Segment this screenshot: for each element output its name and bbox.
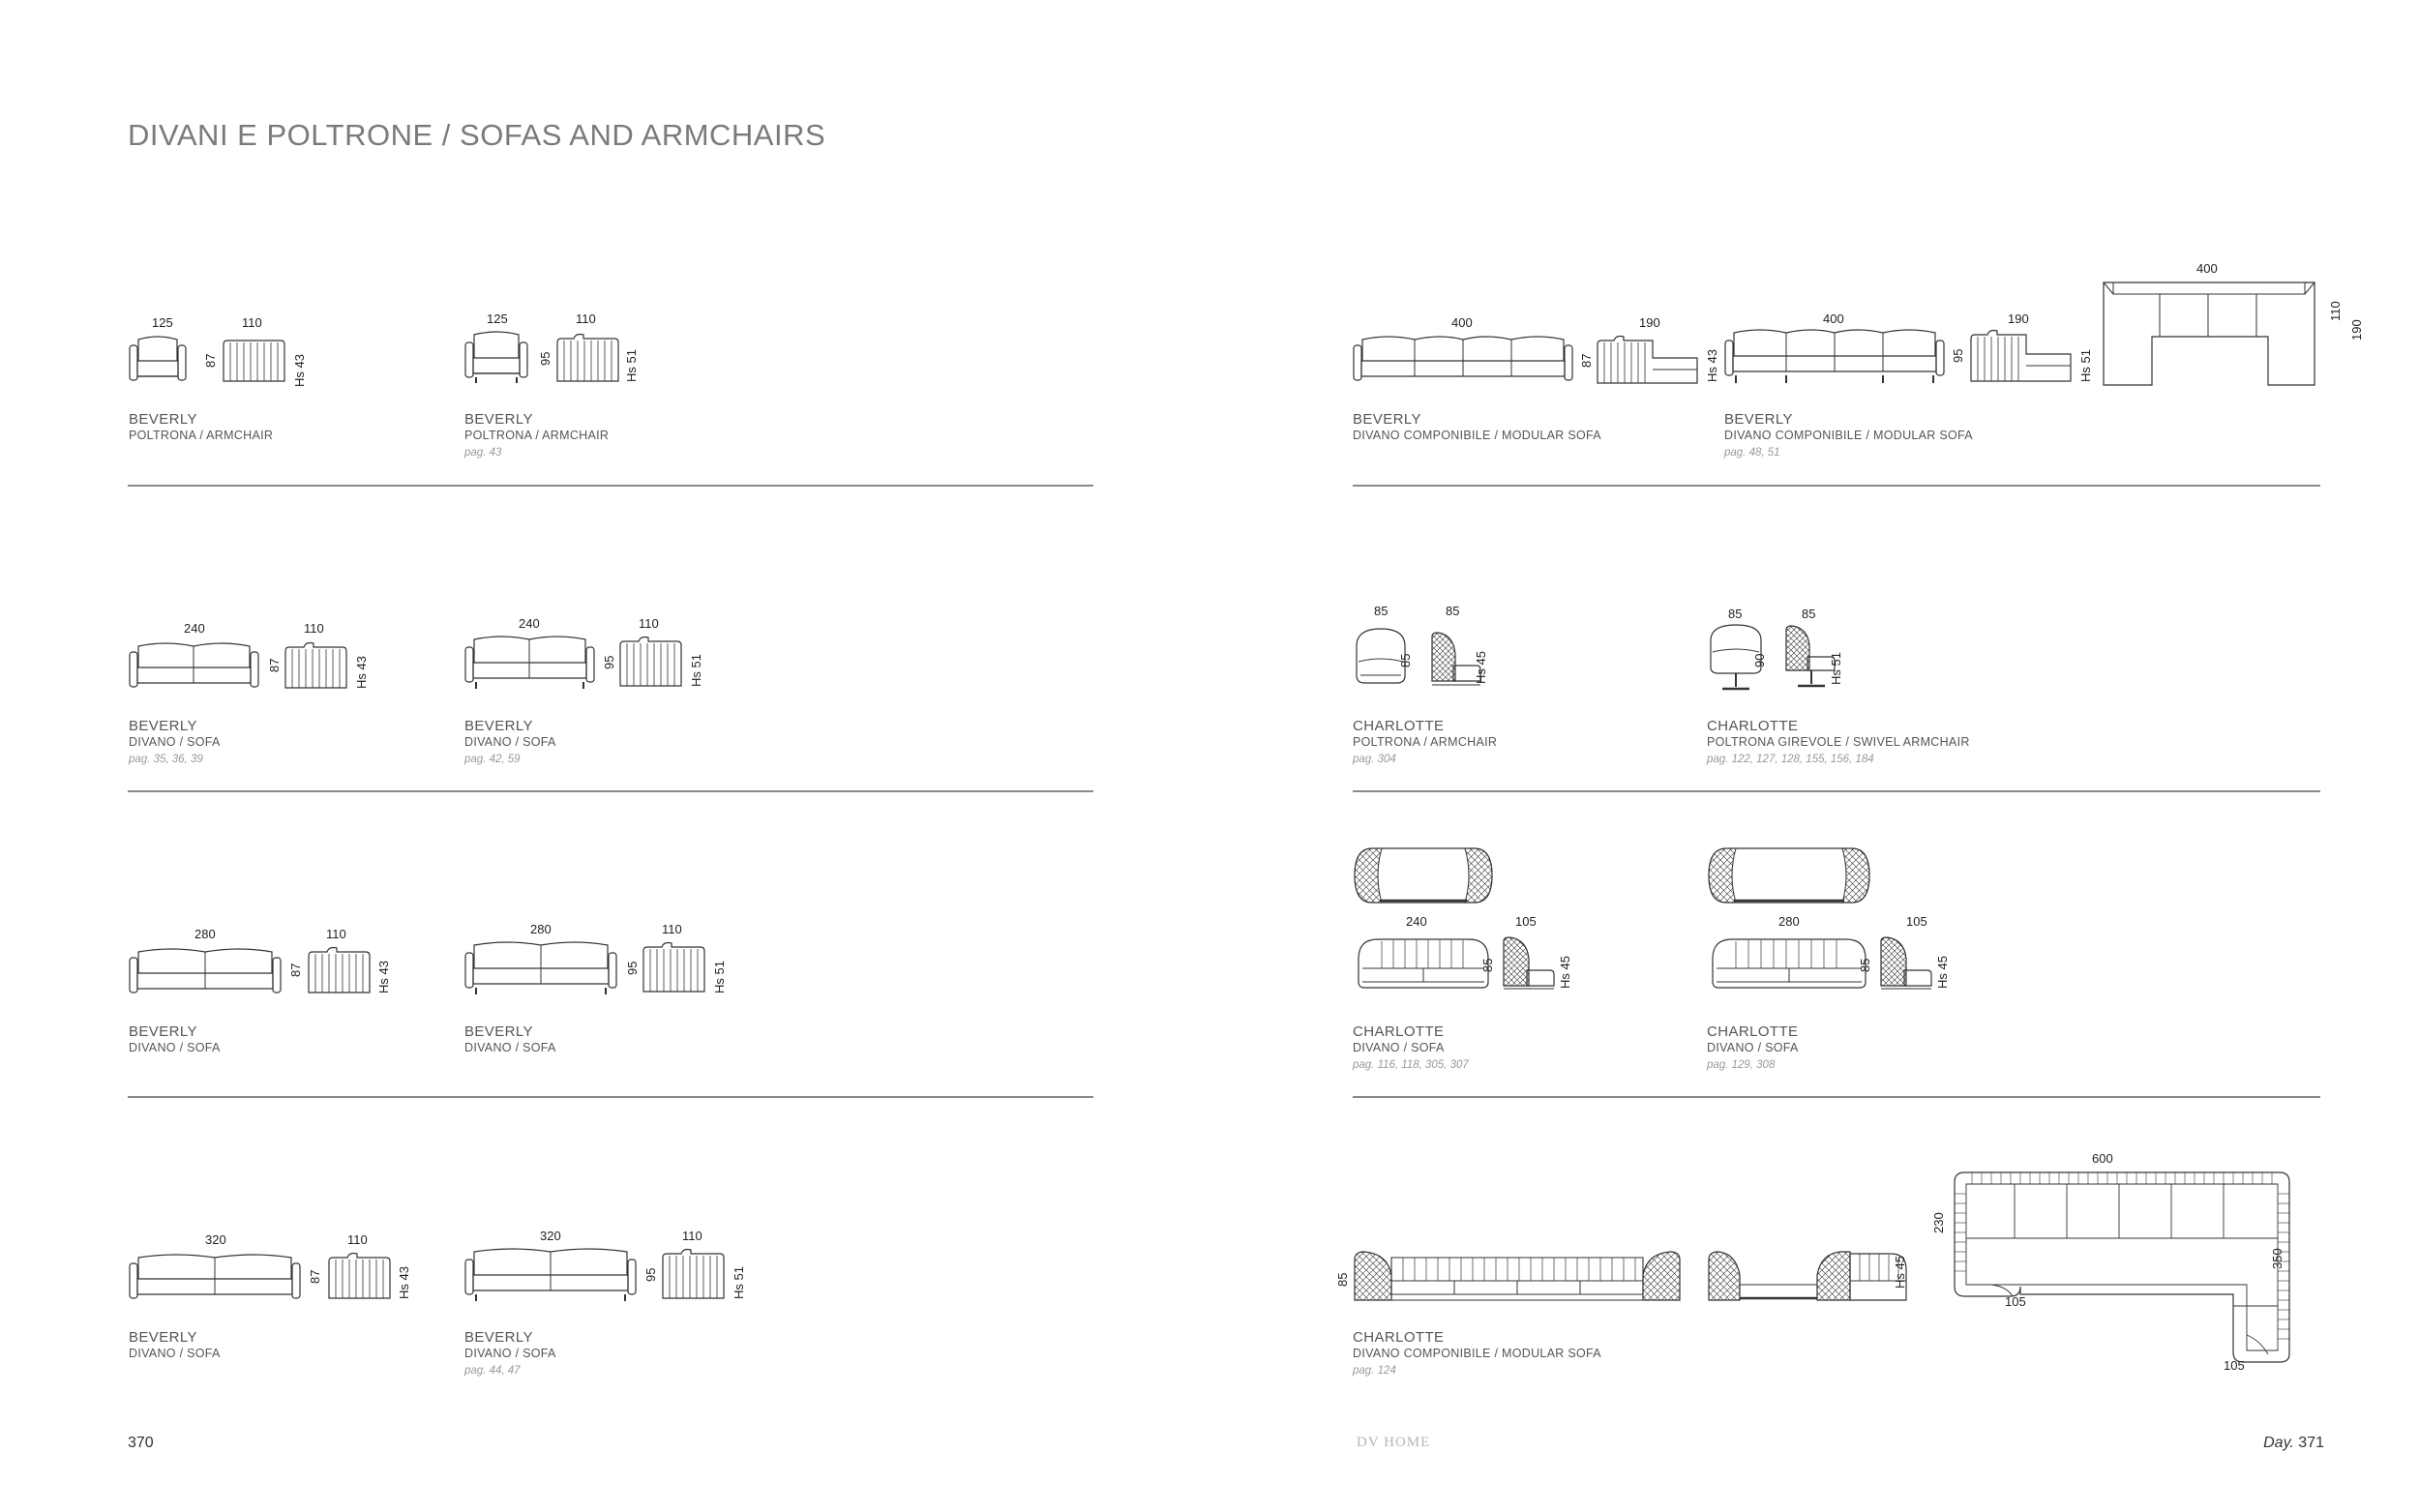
dim-seat-height: Hs 45 (1558, 956, 1572, 989)
product-type: DIVANO / SOFA (464, 1347, 556, 1360)
product-name: BEVERLY (464, 718, 533, 734)
product-name: BEVERLY (129, 1329, 197, 1346)
dim-height: 95 (602, 655, 616, 669)
dim-width: 400 (1451, 315, 1473, 330)
dim-depth: 190 (1639, 315, 1660, 330)
product-pages: pag. 44, 47 (464, 1365, 521, 1377)
product-type: POLTRONA / ARMCHAIR (129, 429, 274, 442)
dim-depth: 105 (1515, 914, 1537, 929)
modular-sofa-front-drawing (1353, 1250, 1682, 1304)
dim-width: 85 (1728, 607, 1743, 621)
dim-height: 90 (1752, 653, 1767, 667)
product-pages: pag. 304 (1353, 754, 1396, 765)
dim-top-width: 600 (2092, 1151, 2113, 1166)
right-page-number: 371 (2298, 1435, 2324, 1451)
product-type: DIVANO / SOFA (464, 735, 556, 749)
product-name: BEVERLY (129, 1023, 197, 1040)
product-type: DIVANO / SOFA (1353, 1041, 1445, 1054)
armchair-front-drawing (129, 332, 187, 384)
dim-seat-height: Hs 51 (732, 1266, 746, 1299)
sofa-side-drawing (306, 946, 372, 994)
dim-width: 125 (152, 315, 173, 330)
dim-height: 85 (1858, 958, 1872, 972)
dim-seat-height: Hs 51 (624, 349, 639, 382)
dim-seat-height: Hs 45 (1935, 956, 1950, 989)
dim-width: 85 (1374, 604, 1389, 618)
dim-height: 95 (643, 1267, 658, 1282)
armchair-side-drawing (221, 339, 286, 383)
dim-width: 240 (184, 621, 205, 636)
dim-width: 320 (540, 1229, 561, 1243)
modular-sofa-side-drawing (1707, 1250, 1910, 1304)
dim-width: 240 (519, 616, 540, 631)
dim-top-width: 400 (2196, 261, 2218, 276)
modular-sofa-side-drawing (1968, 329, 2075, 383)
dim-depth: 105 (1906, 914, 1927, 929)
product-name: BEVERLY (129, 411, 197, 428)
product-pages: pag. 116, 118, 305, 307 (1353, 1059, 1469, 1071)
sofa-front-drawing (1707, 934, 1871, 992)
product-name: BEVERLY (464, 1023, 533, 1040)
dim-width: 125 (487, 311, 508, 326)
product-name: CHARLOTTE (1353, 718, 1445, 734)
dim-width: 320 (205, 1232, 226, 1247)
product-type: DIVANO COMPONIBILE / MODULAR SOFA (1353, 429, 1601, 442)
dim-top-depth: 230 (1931, 1212, 1946, 1233)
dim-height: 95 (538, 351, 552, 366)
dim-height: 85 (1335, 1272, 1350, 1287)
page-number-left: 370 (128, 1435, 154, 1451)
product-name: CHARLOTTE (1353, 1329, 1445, 1346)
sofa-top-drawing (1707, 846, 1871, 904)
modular-sofa-top-drawing (1953, 1171, 2291, 1364)
dim-seat-height: Hs 45 (1474, 651, 1488, 684)
armchair-front-drawing (464, 329, 528, 385)
dim-seat-height: Hs 51 (689, 654, 703, 687)
dim-seat-height: Hs 45 (1893, 1256, 1907, 1289)
divider-right-1 (1353, 485, 2320, 487)
dim-seat-height: Hs 43 (354, 656, 369, 689)
product-type: POLTRONA GIREVOLE / SWIVEL ARMCHAIR (1707, 735, 1970, 749)
sofa-side-drawing (660, 1248, 726, 1300)
product-pages: pag. 42, 59 (464, 754, 521, 765)
product-name: BEVERLY (464, 411, 533, 428)
divider-right-2 (1353, 790, 2320, 792)
sofa-front-drawing (464, 634, 595, 692)
product-type: DIVANO / SOFA (129, 1347, 221, 1360)
dim-height: 85 (1398, 653, 1413, 667)
dim-height: 87 (308, 1269, 322, 1284)
dim-width: 400 (1823, 311, 1844, 326)
sofa-front-drawing (464, 1246, 637, 1304)
sofa-front-drawing (464, 939, 617, 997)
product-name: BEVERLY (464, 1329, 533, 1346)
product-type: POLTRONA / ARMCHAIR (1353, 735, 1498, 749)
dim-height: 95 (1951, 348, 1965, 363)
page-number-right (2263, 1435, 2324, 1452)
product-type: DIVANO / SOFA (1707, 1041, 1799, 1054)
dim-height: 85 (1480, 958, 1495, 972)
product-name: BEVERLY (1353, 411, 1421, 428)
dim-seat-height: Hs 43 (376, 961, 391, 993)
product-pages: pag. 43 (464, 447, 502, 459)
modular-sofa-front-drawing (1724, 327, 1945, 387)
product-type: DIVANO / SOFA (129, 735, 221, 749)
dim-seat-height: Hs 43 (292, 354, 307, 387)
divider-left-1 (128, 485, 1093, 487)
dim-depth: 110 (639, 616, 659, 631)
product-type: DIVANO / SOFA (464, 1041, 556, 1054)
sofa-side-drawing (617, 636, 683, 688)
dim-height: 87 (267, 658, 282, 672)
divider-left-3 (128, 1096, 1093, 1098)
dim-top-right: 350 (2270, 1248, 2285, 1269)
dim-height: 87 (203, 353, 218, 368)
product-type: DIVANO COMPONIBILE / MODULAR SOFA (1353, 1347, 1601, 1360)
product-type: DIVANO COMPONIBILE / MODULAR SOFA (1724, 429, 1973, 442)
dim-seat-height: Hs 43 (397, 1266, 411, 1299)
dim-height: 95 (625, 961, 640, 975)
dim-depth: 110 (662, 922, 682, 936)
sofa-front-drawing (129, 1250, 301, 1302)
product-pages: pag. 122, 127, 128, 155, 156, 184 (1707, 754, 1874, 765)
product-type: DIVANO / SOFA (129, 1041, 221, 1054)
dim-width: 280 (530, 922, 552, 936)
sofa-side-drawing (283, 641, 348, 690)
dim-width: 280 (1778, 914, 1800, 929)
dim-top-arm-1: 105 (2005, 1294, 2026, 1309)
brand-logo: DV HOME (1357, 1435, 1431, 1450)
sofa-side-drawing (1877, 934, 1933, 992)
page-title: DIVANI E POLTRONE / SOFAS AND ARMCHAIRS (128, 118, 826, 152)
dim-depth: 190 (2008, 311, 2029, 326)
sofa-top-drawing (1353, 846, 1494, 904)
divider-left-2 (128, 790, 1093, 792)
dim-width: 280 (194, 927, 216, 941)
product-pages: pag. 124 (1353, 1365, 1396, 1377)
dim-depth: 85 (1802, 607, 1816, 621)
product-pages: pag. 129, 308 (1707, 1059, 1776, 1071)
product-pages: pag. 48, 51 (1724, 447, 1780, 459)
right-brand: Day. (2263, 1435, 2294, 1451)
modular-sofa-front-drawing (1353, 332, 1573, 386)
armchair-side-drawing (554, 333, 620, 383)
dim-seat-height: Hs 51 (2078, 349, 2093, 382)
dim-width: 240 (1406, 914, 1427, 929)
dim-top-arm-2: 105 (2224, 1358, 2245, 1373)
dim-top-depth-1: 110 (2328, 301, 2343, 321)
dim-seat-height: Hs 51 (1829, 652, 1843, 685)
modular-sofa-top-drawing (2102, 281, 2316, 387)
dim-depth: 110 (326, 927, 346, 941)
product-name: BEVERLY (129, 718, 197, 734)
dim-height: 87 (288, 963, 303, 977)
product-name: CHARLOTTE (1353, 1023, 1445, 1040)
divider-right-3 (1353, 1096, 2320, 1098)
sofa-side-drawing (1500, 934, 1556, 992)
product-name: CHARLOTTE (1707, 1023, 1799, 1040)
dim-depth: 110 (347, 1232, 368, 1247)
dim-depth: 110 (682, 1229, 702, 1243)
dim-depth: 110 (576, 311, 596, 326)
product-name: CHARLOTTE (1707, 718, 1799, 734)
product-pages: pag. 35, 36, 39 (129, 754, 203, 765)
dim-seat-height: Hs 43 (1705, 349, 1719, 382)
sofa-front-drawing (129, 638, 259, 691)
dim-top-depth-2: 190 (2349, 319, 2364, 341)
dim-depth: 110 (242, 315, 262, 330)
sofa-front-drawing (129, 944, 282, 996)
product-name: BEVERLY (1724, 411, 1793, 428)
product-type: POLTRONA / ARMCHAIR (464, 429, 610, 442)
dim-depth: 85 (1446, 604, 1460, 618)
sofa-side-drawing (326, 1252, 392, 1300)
modular-sofa-side-drawing (1595, 335, 1701, 385)
dim-depth: 110 (304, 621, 324, 636)
dim-height: 87 (1579, 353, 1594, 368)
sofa-side-drawing (641, 941, 706, 993)
dim-seat-height: Hs 51 (712, 961, 727, 993)
sofa-front-drawing (1353, 934, 1494, 992)
